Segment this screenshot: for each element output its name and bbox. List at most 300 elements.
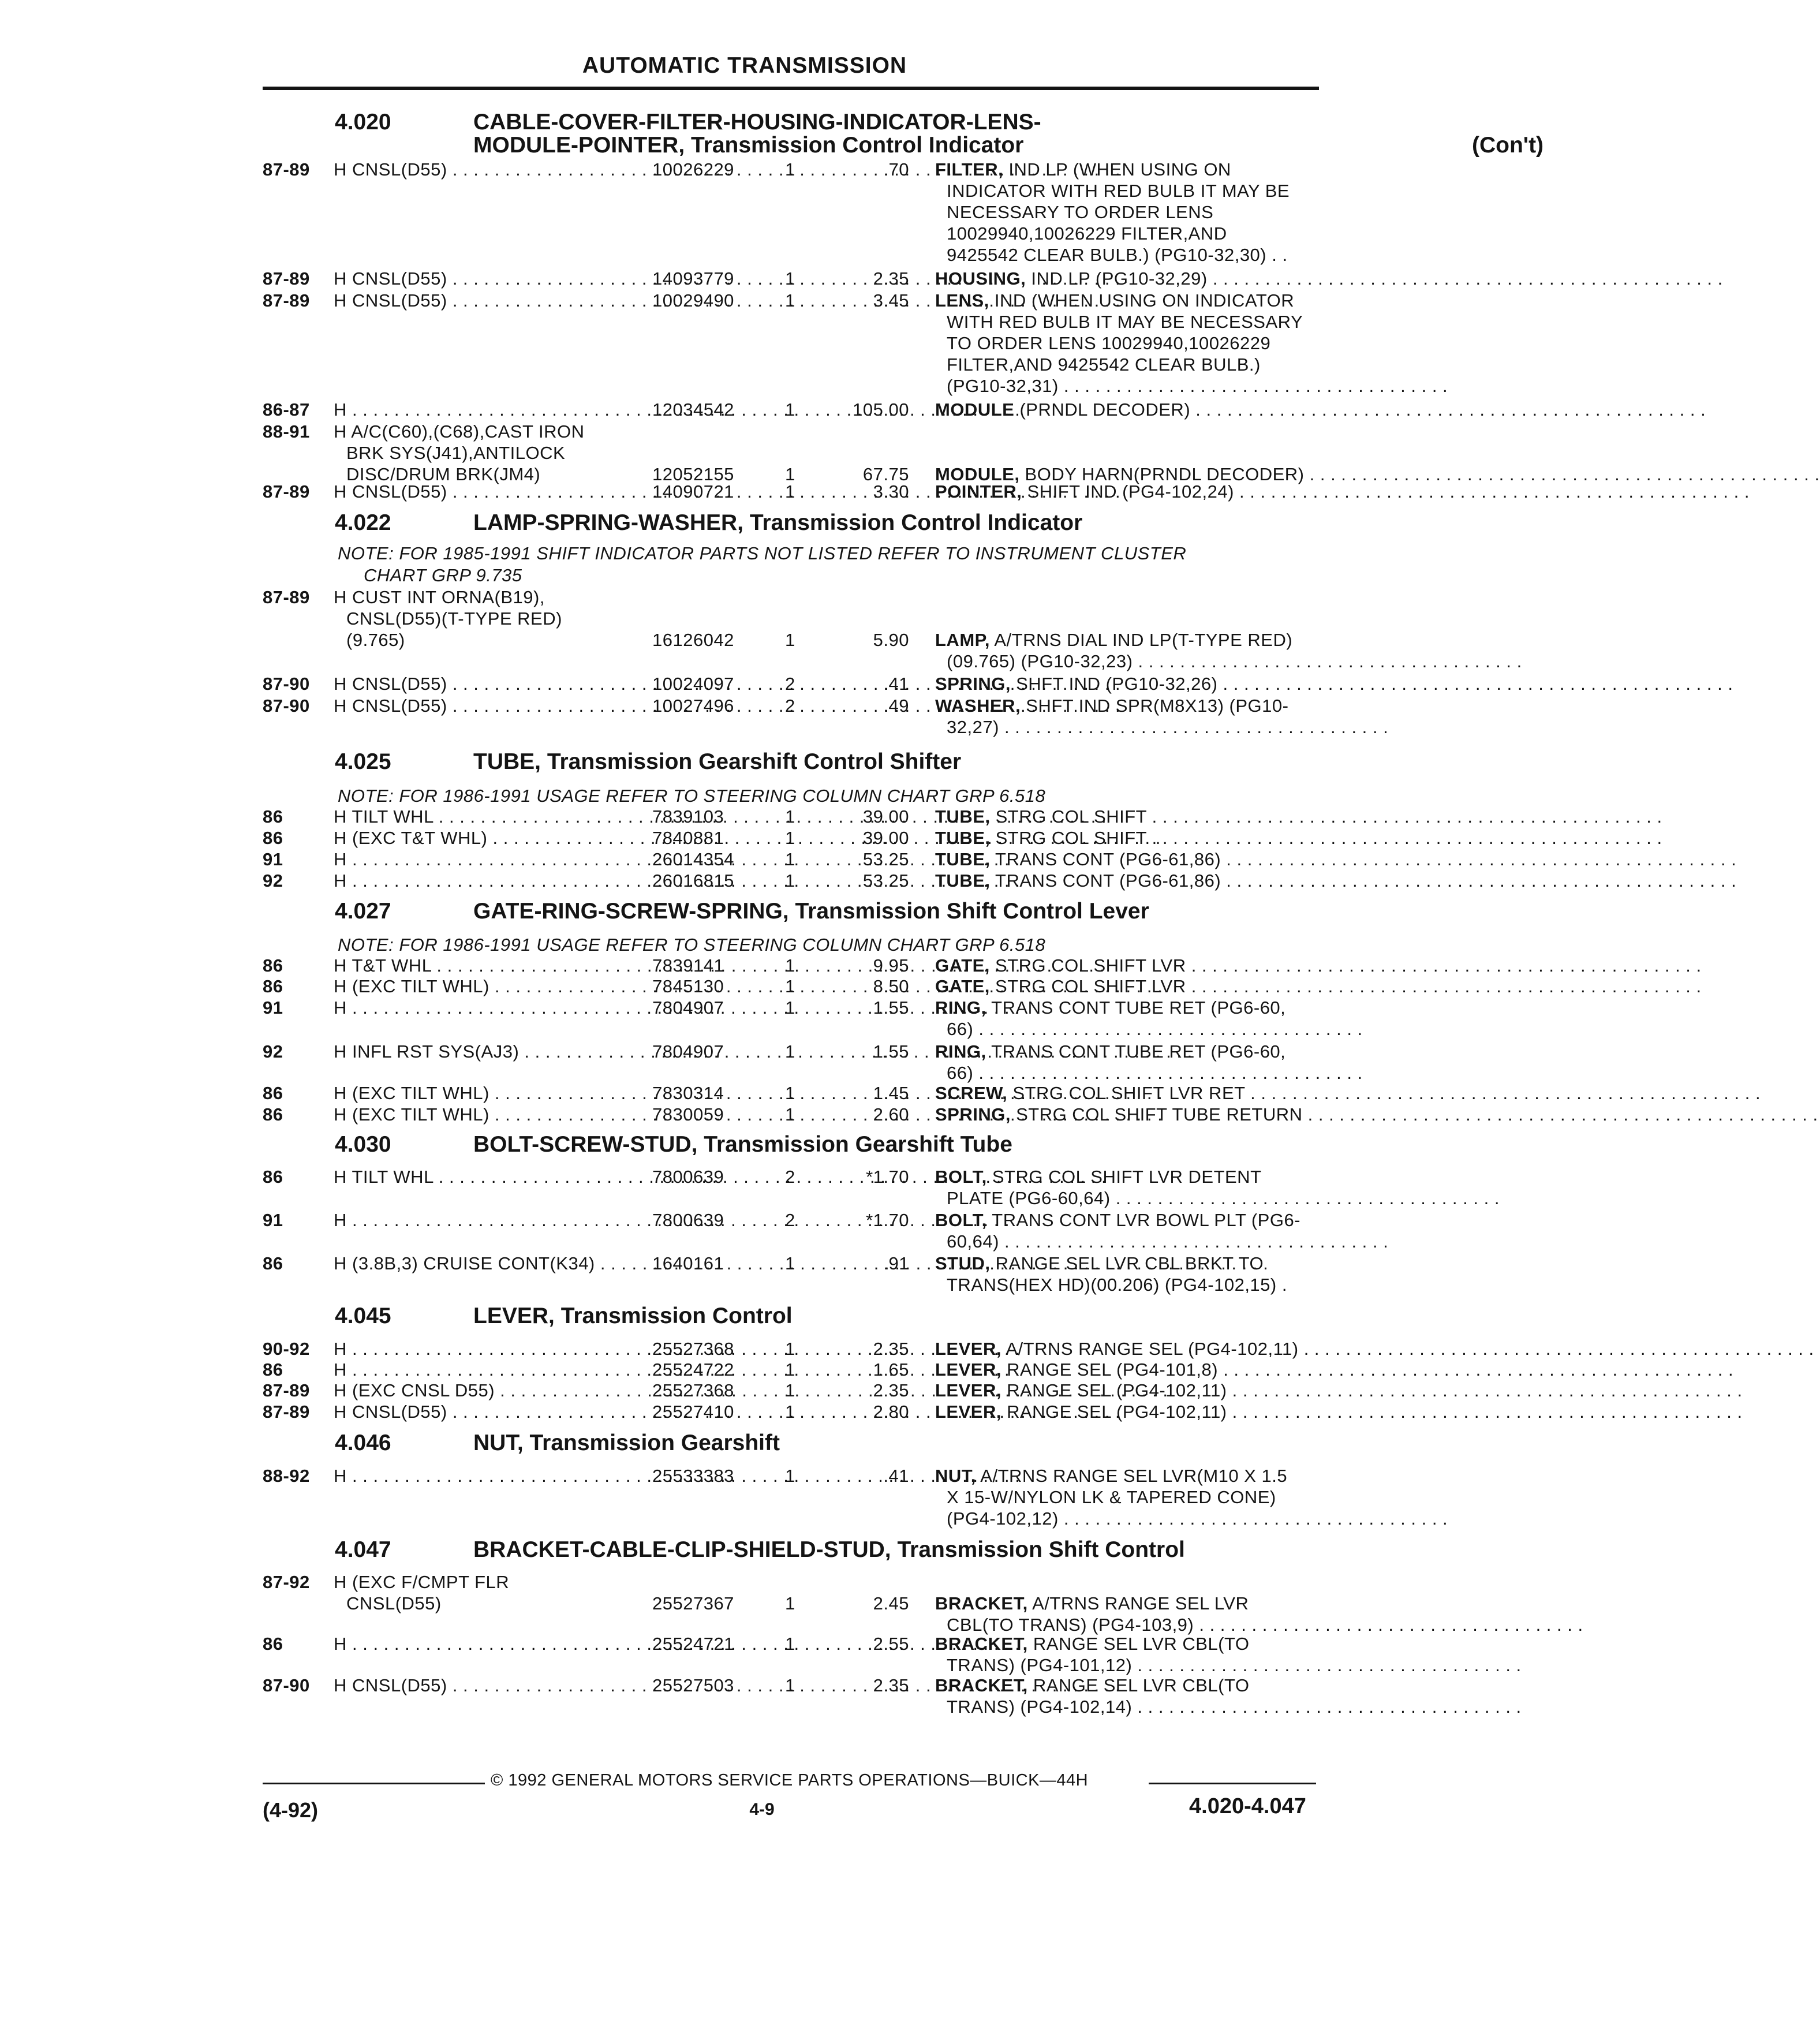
price: 1.45 xyxy=(873,1083,909,1103)
part-name-continuation-text: TRANS) (PG4-102,14) . . . . . . . . . . . . . . . . . . . . . . . . . . . . . . . . . . . . . xyxy=(947,1697,1522,1717)
section-title-main: NUT, xyxy=(473,1430,524,1455)
quantity: 1 xyxy=(785,1041,795,1062)
part-name-key: LEVER, xyxy=(935,1359,1001,1380)
part-name-detail: RANGE SEL (PG4-102,11) . . . xyxy=(1001,1402,1743,1422)
part-name-key: HOUSING, xyxy=(935,268,1026,289)
part-name-detail: RANGE SEL LVR CBL(TO xyxy=(1027,1675,1250,1695)
quantity: 1 xyxy=(785,399,795,420)
part-name-continuation-text: 10029940,10026229 FILTER,AND xyxy=(947,223,1227,244)
part-name-detail: STRG COL SHIFT TUBE RETURN . . . xyxy=(1011,1104,1818,1125)
model-years: 88-92 xyxy=(263,1466,310,1486)
part-number: 25527410 xyxy=(652,1402,734,1422)
usage-description xyxy=(334,481,645,502)
model-years: 86 xyxy=(263,1104,283,1125)
section-number: 4.025 xyxy=(335,749,391,774)
footer-rule-left xyxy=(263,1783,485,1784)
part-name xyxy=(935,1401,1351,1422)
usage-description xyxy=(334,1465,645,1486)
model-years: 87-89 xyxy=(263,1380,310,1400)
usage-description xyxy=(334,976,645,997)
part-number: 25527367 xyxy=(652,1593,734,1613)
section-title-sub: Transmission Gearshift Control Shifter xyxy=(541,749,962,774)
page-number: 4-9 xyxy=(749,1800,775,1819)
usage-text: H A/C(C60),(C68),CAST IRON xyxy=(334,421,585,442)
usage-description xyxy=(334,1338,645,1359)
part-number: 7839141 xyxy=(652,955,724,976)
part-number: 25524722 xyxy=(652,1359,734,1380)
part-name-key: LENS, xyxy=(935,290,989,311)
part-number: 26016815 xyxy=(652,871,734,891)
part-name-continuation-text: 66) . . . . . . . . . . . . . . . . . . . . . . . . . . . . . . . . . . . . . xyxy=(947,1063,1363,1083)
usage-description xyxy=(334,870,645,891)
usage-text: H T&T WHL . . . xyxy=(334,955,645,976)
usage-text: H (EXC CNSL D55) . . . xyxy=(334,1380,645,1401)
model-years: 86 xyxy=(263,1359,283,1380)
part-name xyxy=(935,673,1351,694)
model-years: 87-89 xyxy=(263,481,310,502)
section-title-main: GATE-RING-SCREW-SPRING, xyxy=(473,899,789,924)
section-title-sub: Transmission Shift Control xyxy=(891,1537,1185,1562)
quantity: 1 xyxy=(785,268,795,289)
price: 2.55 xyxy=(873,1634,909,1654)
part-name-detail: IND LP (PG10-32,29) . . . xyxy=(1026,268,1722,289)
usage-description xyxy=(334,695,645,716)
section-note: CHART GRP 9.735 xyxy=(364,565,522,585)
price: .41 xyxy=(883,1466,909,1486)
part-name xyxy=(935,1338,1351,1359)
part-number: 7804907 xyxy=(652,1041,724,1062)
part-name-detail: SHFT IND (PG10-32,26) . . . xyxy=(1011,674,1733,694)
section-title-main: TUBE, xyxy=(473,749,541,774)
part-name-key: WASHER, xyxy=(935,696,1021,716)
part-name-key: MODULE, xyxy=(935,464,1020,484)
price: 67.75 xyxy=(862,464,909,484)
part-name-continuation-text: (PG4-102,12) . . . . . . . . . . . . . . . . . . . . . . . . . . . . . . . . . . . . . xyxy=(947,1508,1448,1529)
part-name-detail: A/TRNS RANGE SEL LVR xyxy=(1027,1593,1249,1613)
section-title-sub: Transmission Control xyxy=(554,1303,793,1328)
usage-continuation-text: BRK SYS(J41),ANTILOCK xyxy=(346,443,566,463)
part-name xyxy=(935,976,1351,997)
model-years: 88-91 xyxy=(263,421,310,442)
section-number: 4.022 xyxy=(335,510,391,535)
quantity: 1 xyxy=(785,849,795,869)
part-name-key: LEVER, xyxy=(935,1380,1001,1400)
section-number: 4.045 xyxy=(335,1303,391,1328)
part-name-detail: RANGE SEL (PG4-102,11) . . . xyxy=(1001,1380,1743,1400)
usage-text: H . . . xyxy=(334,870,645,891)
model-years: 87-90 xyxy=(263,674,310,694)
part-number: 12034542 xyxy=(652,399,734,420)
part-name-continuation-text: CBL(TO TRANS) (PG4-103,9) . . . . . . . . . . . . . . . . . . . . . . . . . . . . . . . . . . . . . xyxy=(947,1615,1583,1635)
part-name-key: BRACKET, xyxy=(935,1675,1028,1695)
part-name-key: TUBE, xyxy=(935,871,991,891)
section-note: NOTE: FOR 1986-1991 USAGE REFER TO STEERING COLUMN CHART GRP 6.518 xyxy=(338,935,1046,955)
part-name-continuation-text: X 15-W/NYLON LK & TAPERED CONE) xyxy=(947,1487,1276,1507)
section-title-sub: Transmission Gearshift Tube xyxy=(697,1132,1012,1157)
quantity: 1 xyxy=(785,464,795,484)
quantity: 1 xyxy=(785,290,795,311)
part-name-key: FILTER, xyxy=(935,159,1004,180)
quantity: 1 xyxy=(785,630,795,650)
part-name-key: TUBE, xyxy=(935,849,991,869)
price: 1.55 xyxy=(873,1041,909,1062)
section-number: 4.027 xyxy=(335,899,391,924)
model-years: 86-87 xyxy=(263,399,310,420)
section-title-sub: Transmission Gearshift xyxy=(523,1430,780,1455)
price: 105.00 xyxy=(853,399,909,420)
usage-text: H . . . xyxy=(334,849,645,870)
model-years: 87-89 xyxy=(263,268,310,289)
footer-rule-right xyxy=(1149,1783,1316,1784)
part-name xyxy=(935,870,1351,891)
part-name-continuation-text: (09.765) (PG10-32,23) . . . . . . . . . . . . . . . . . . . . . . . . . . . . . . . . . . . . . xyxy=(947,651,1522,671)
section-title xyxy=(473,111,1041,134)
price: 2.60 xyxy=(873,1104,909,1125)
part-number: 10024097 xyxy=(652,674,734,694)
price: 2.80 xyxy=(873,1402,909,1422)
quantity: 1 xyxy=(785,159,795,180)
price: 39.00 xyxy=(862,806,909,827)
part-name-detail: RANGE SEL LVR CBL(TO xyxy=(1027,1634,1250,1654)
part-number: 7830314 xyxy=(652,1083,724,1103)
title-rule xyxy=(263,87,1319,90)
quantity: 1 xyxy=(785,1253,795,1273)
model-years: 86 xyxy=(263,976,283,996)
price: 2.45 xyxy=(873,1593,909,1613)
part-name xyxy=(935,827,1351,849)
quantity: 1 xyxy=(785,1402,795,1422)
price: 2.35 xyxy=(873,1339,909,1359)
quantity: 2 xyxy=(785,696,795,716)
quantity: 1 xyxy=(785,1104,795,1125)
usage-continuation-text: (9.765) xyxy=(346,630,405,650)
part-name-detail: STRG COL SHIFT LVR DETENT xyxy=(986,1167,1262,1187)
part-name-detail: TRANS CONT (PG6-61,86) . . . xyxy=(991,871,1737,891)
part-name-detail: TRANS CONT LVR BOWL PLT (PG6- xyxy=(986,1210,1301,1230)
usage-description xyxy=(334,1253,645,1274)
part-number: 7839103 xyxy=(652,806,724,827)
section-title-sub-2: Transmission Control Indicator xyxy=(685,133,1024,158)
part-name-continuation-text: 32,27) . . . . . . . . . . . . . . . . . . . . . . . . . . . . . . . . . . . . . xyxy=(947,717,1389,737)
part-name-key: NUT, xyxy=(935,1466,976,1486)
price: 1.55 xyxy=(873,998,909,1018)
part-number: 10027496 xyxy=(652,696,734,716)
quantity: 1 xyxy=(785,828,795,848)
footer-copyright: © 1992 GENERAL MOTORS SERVICE PARTS OPERATIONS—BUICK—44H xyxy=(491,1771,1089,1790)
part-name xyxy=(935,1166,1351,1187)
section-title-main-2: MODULE-POINTER, xyxy=(473,133,685,158)
part-name-key: TUBE, xyxy=(935,806,991,827)
part-name xyxy=(935,955,1351,976)
usage-text: H (EXC TILT WHL) . . . xyxy=(334,976,645,997)
usage-description xyxy=(334,587,645,608)
part-name xyxy=(935,1675,1351,1696)
usage-text: H CNSL(D55) . . . xyxy=(334,290,645,311)
part-number: 26014354 xyxy=(652,849,734,869)
section-title xyxy=(473,1538,1185,1562)
usage-description xyxy=(334,955,645,976)
part-name xyxy=(935,1104,1351,1125)
usage-text: H (EXC F/CMPT FLR xyxy=(334,1572,510,1592)
usage-text: H . . . xyxy=(334,1465,645,1486)
part-number: 25527368 xyxy=(652,1380,734,1400)
part-name-key: BRACKET, xyxy=(935,1634,1028,1654)
part-name xyxy=(935,399,1351,420)
part-name-detail: RANGE SEL (PG4-101,8) . . . xyxy=(1001,1359,1733,1380)
footer-revision: (4-92) xyxy=(263,1798,319,1822)
part-name-detail: STRG COL SHIFT LVR RET . . . xyxy=(1007,1083,1761,1103)
part-number: 10029490 xyxy=(652,290,734,311)
usage-text: H CUST INT ORNA(B19), xyxy=(334,587,545,607)
usage-text: H CNSL(D55) . . . xyxy=(334,268,645,289)
part-name-key: RING, xyxy=(935,998,986,1018)
quantity: 1 xyxy=(785,481,795,502)
part-name-key: STUD, xyxy=(935,1253,991,1273)
part-name-detail: STRG COL SHIFT LVR . . . xyxy=(990,955,1702,976)
part-name-continuation-text: INDICATOR WITH RED BULB IT MAY BE xyxy=(947,181,1290,201)
part-name-continuation-text: WITH RED BULB IT MAY BE NECESSARY xyxy=(947,312,1303,332)
usage-text: H (EXC TILT WHL) . . . xyxy=(334,1104,645,1125)
section-number: 4.020 xyxy=(335,110,391,135)
part-name-continuation-text: 9425542 CLEAR BULB.) (PG10-32,30) . . xyxy=(947,245,1288,265)
model-years: 90-92 xyxy=(263,1339,310,1359)
usage-description xyxy=(334,1209,645,1231)
usage-text: H CNSL(D55) . . . xyxy=(334,695,645,716)
quantity: 2 xyxy=(785,1167,795,1187)
section-title-main: LAMP-SPRING-WASHER, xyxy=(473,510,743,535)
part-name-continuation-text: TO ORDER LENS 10029940,10026229 xyxy=(947,333,1271,353)
part-name xyxy=(935,1041,1351,1062)
section-title xyxy=(473,1305,793,1328)
part-name-key: SPRING, xyxy=(935,674,1011,694)
usage-text: H CNSL(D55) . . . xyxy=(334,481,645,502)
quantity: 1 xyxy=(785,998,795,1018)
part-name-continuation-text: PLATE (PG6-60,64) . . . . . . . . . . . . . . . . . . . . . . . . . . . . . . . . . . . . . xyxy=(947,1188,1500,1208)
part-name xyxy=(935,1082,1351,1104)
model-years: 87-89 xyxy=(263,587,310,607)
model-years: 87-90 xyxy=(263,1675,310,1695)
quantity: 1 xyxy=(785,955,795,976)
usage-text: H TILT WHL . . . xyxy=(334,806,645,827)
quantity: 2 xyxy=(785,674,795,694)
quantity: 1 xyxy=(785,806,795,827)
part-name-key: POINTER, xyxy=(935,481,1022,502)
part-number: 10026229 xyxy=(652,159,734,180)
price: 53.25 xyxy=(862,871,909,891)
part-name xyxy=(935,1209,1351,1231)
quantity: 1 xyxy=(785,1675,795,1695)
part-name-continuation-text: 60,64) . . . . . . . . . . . . . . . . . . . . . . . . . . . . . . . . . . . . . xyxy=(947,1231,1389,1252)
section-note: NOTE: FOR 1986-1991 USAGE REFER TO STEERING COLUMN CHART GRP 6.518 xyxy=(338,786,1046,806)
part-name-key: GATE, xyxy=(935,976,990,996)
usage-description xyxy=(334,421,645,442)
usage-text: H INFL RST SYS(AJ3) . . . xyxy=(334,1041,645,1062)
part-name-continuation-text: (PG10-32,31) . . . . . . . . . . . . . . . . . . . . . . . . . . . . . . . . . . . . . xyxy=(947,376,1448,396)
part-name-detail: RANGE SEL LVR CBL BRKT TO xyxy=(990,1253,1264,1273)
price: .49 xyxy=(883,696,909,716)
usage-description xyxy=(334,1633,645,1654)
part-name-key: MODULE xyxy=(935,399,1015,420)
quantity: 1 xyxy=(785,1634,795,1654)
part-name xyxy=(935,629,1351,651)
part-number: 25524721 xyxy=(652,1634,734,1654)
part-number: 1640161 xyxy=(652,1253,724,1273)
part-name-continuation-text: 66) . . . . . . . . . . . . . . . . . . . . . . . . . . . . . . . . . . . . . xyxy=(947,1019,1363,1039)
usage-description xyxy=(334,673,645,694)
usage-text: H CNSL(D55) . . . xyxy=(334,159,645,180)
part-number: 7804907 xyxy=(652,998,724,1018)
section-title xyxy=(473,750,961,774)
quantity: 1 xyxy=(785,1083,795,1103)
usage-description xyxy=(334,1401,645,1422)
usage-text: H (EXC T&T WHL) . . . xyxy=(334,827,645,849)
model-years: 87-89 xyxy=(263,159,310,180)
part-number: 7845130 xyxy=(652,976,724,996)
usage-description xyxy=(334,159,645,180)
usage-description xyxy=(334,827,645,849)
part-name-detail: SHIFT IND (PG4-102,24) . . . xyxy=(1022,481,1750,502)
part-name-detail: STRG COL SHIFT . . . xyxy=(991,828,1662,848)
part-name-detail: (PRNDL DECODER) . . . xyxy=(1014,399,1706,420)
part-name-continuation-text: NECESSARY TO ORDER LENS xyxy=(947,202,1214,222)
usage-description xyxy=(334,268,645,289)
price: *1.70 xyxy=(866,1167,909,1187)
usage-text: H . . . xyxy=(334,997,645,1018)
usage-text: H . . . xyxy=(334,1359,645,1380)
model-years: 92 xyxy=(263,871,283,891)
price: 39.00 xyxy=(862,828,909,848)
price: 2.35 xyxy=(873,268,909,289)
section-title-main: CABLE-COVER-FILTER-HOUSING-INDICATOR-LENS- xyxy=(473,110,1041,135)
part-name xyxy=(935,1253,1351,1274)
part-name xyxy=(935,1593,1351,1614)
part-name xyxy=(935,806,1351,827)
price: 3.45 xyxy=(873,290,909,311)
section-title xyxy=(473,900,1149,923)
part-name-detail: TRANS CONT TUBE RET (PG6-60, xyxy=(986,1041,1286,1062)
model-years: 87-92 xyxy=(263,1572,310,1592)
model-years: 86 xyxy=(263,1253,283,1273)
part-name-detail: STRG COL SHIFT . . . xyxy=(991,806,1662,827)
part-name xyxy=(935,1633,1351,1654)
part-name-key: GATE, xyxy=(935,955,990,976)
section-title-sub: Transmission Shift Control Lever xyxy=(788,899,1149,924)
usage-continuation-text: CNSL(D55)(T-TYPE RED) xyxy=(346,608,562,629)
usage-continuation-text: CNSL(D55) xyxy=(346,1593,442,1613)
quantity: 1 xyxy=(785,1339,795,1359)
part-name-key: SCREW, xyxy=(935,1083,1008,1103)
usage-description xyxy=(334,1041,645,1062)
model-years: 91 xyxy=(263,998,283,1018)
model-years: 92 xyxy=(263,1041,283,1062)
part-name-continuation-text: FILTER,AND 9425542 CLEAR BULB.) xyxy=(947,354,1261,375)
part-number: 7840881 xyxy=(652,828,724,848)
usage-text: H (3.8B,3) CRUISE CONT(K34) . . . xyxy=(334,1253,645,1274)
part-name-key: TUBE, xyxy=(935,828,991,848)
section-title-main: BRACKET-CABLE-CLIP-SHIELD-STUD, xyxy=(473,1537,891,1562)
model-years: 86 xyxy=(263,1634,283,1654)
quantity: 1 xyxy=(785,1466,795,1486)
model-years: 91 xyxy=(263,1210,283,1230)
price: 3.30 xyxy=(873,481,909,502)
part-number: 25527503 xyxy=(652,1675,734,1695)
part-name-detail: TRANS CONT (PG6-61,86) . . . xyxy=(991,849,1737,869)
part-name xyxy=(935,997,1351,1018)
part-name xyxy=(935,1359,1351,1380)
model-years: 91 xyxy=(263,849,283,869)
price: .91 xyxy=(883,1253,909,1273)
section-number: 4.046 xyxy=(335,1430,391,1455)
usage-text: H . . . xyxy=(334,399,645,420)
section-number: 4.047 xyxy=(335,1537,391,1562)
price: *1.70 xyxy=(866,1210,909,1230)
part-name xyxy=(935,1465,1351,1486)
quantity: 1 xyxy=(785,1359,795,1380)
usage-continuation-text: DISC/DRUM BRK(JM4) xyxy=(346,464,541,484)
price: 1.65 xyxy=(873,1359,909,1380)
model-years: 86 xyxy=(263,955,283,976)
quantity: 1 xyxy=(785,976,795,996)
usage-text: H . . . xyxy=(334,1209,645,1231)
part-name-key: BOLT, xyxy=(935,1167,987,1187)
part-number: 12052155 xyxy=(652,464,734,484)
page-title: AUTOMATIC TRANSMISSION xyxy=(582,53,907,78)
usage-description xyxy=(334,1571,645,1593)
part-name-key: LAMP, xyxy=(935,630,990,650)
part-number: 7800639 xyxy=(652,1167,724,1187)
part-name-detail: BODY HARN(PRNDL DECODER) . . . xyxy=(1019,464,1819,484)
model-years: 87-89 xyxy=(263,1402,310,1422)
usage-description xyxy=(334,1380,645,1401)
usage-description xyxy=(334,1166,645,1187)
usage-description xyxy=(334,849,645,870)
model-years: 86 xyxy=(263,806,283,827)
section-title-main: LEVER, xyxy=(473,1303,555,1328)
section-title-line2 xyxy=(473,134,1023,157)
part-name-key: BRACKET, xyxy=(935,1593,1028,1613)
model-years: 87-90 xyxy=(263,696,310,716)
price: 5.90 xyxy=(873,630,909,650)
part-name xyxy=(935,849,1351,870)
part-name-continuation-text: TRANS(HEX HD)(00.206) (PG4-102,15) . xyxy=(947,1275,1287,1295)
part-number: 7830059 xyxy=(652,1104,724,1125)
section-title xyxy=(473,1133,1012,1156)
price: 9.95 xyxy=(873,955,909,976)
part-name xyxy=(935,481,1351,502)
section-note: NOTE: FOR 1985-1991 SHIFT INDICATOR PARTS NOT LISTED REFER TO INSTRUMENT CLUSTER xyxy=(338,543,1187,563)
usage-description xyxy=(334,1675,645,1696)
model-years: 86 xyxy=(263,1083,283,1103)
part-name-detail: IND (WHEN USING ON INDICATOR xyxy=(989,290,1295,311)
model-years: 86 xyxy=(263,828,283,848)
quantity: 2 xyxy=(785,1210,795,1230)
part-name-key: RING, xyxy=(935,1041,986,1062)
section-title xyxy=(473,511,1082,535)
part-name-key: LEVER, xyxy=(935,1339,1001,1359)
part-name-detail: A/TRNS RANGE SEL (PG4-102,11) . . . xyxy=(1001,1339,1814,1359)
usage-description xyxy=(334,1082,645,1104)
model-years: 87-89 xyxy=(263,290,310,311)
part-name xyxy=(935,268,1351,289)
section-title-main: BOLT-SCREW-STUD, xyxy=(473,1132,698,1157)
part-number: 25533383 xyxy=(652,1466,734,1486)
usage-text: H . . . xyxy=(334,1633,645,1654)
price: 2.35 xyxy=(873,1675,909,1695)
part-number: 14093779 xyxy=(652,268,734,289)
usage-description xyxy=(334,290,645,311)
quantity: 1 xyxy=(785,871,795,891)
part-name-key: BOLT, xyxy=(935,1210,987,1230)
